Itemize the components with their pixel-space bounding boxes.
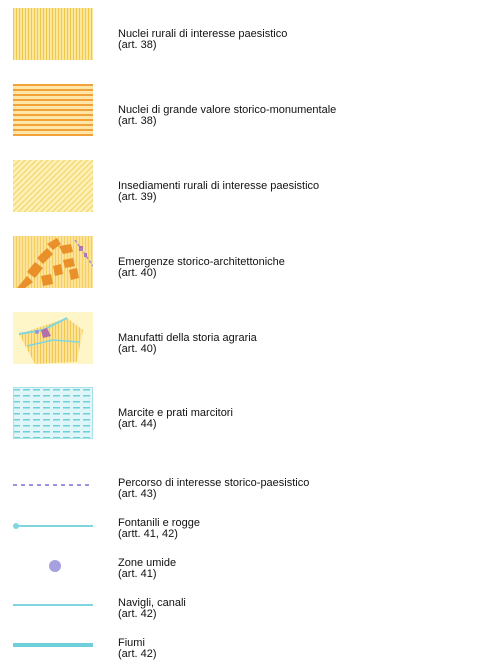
purple-dashed-line-symbol [13,480,93,490]
legend-ref: (artt. 41, 42) [118,528,178,540]
legend-title: Manufatti della storia agraria [118,332,257,344]
diagonal-hatch-swatch [13,160,93,212]
legend-ref: (art. 43) [118,488,157,500]
legend-ref: (art. 41) [118,568,157,580]
legend-title: Nuclei rurali di interesse paesistico [118,28,288,40]
legend-label [118,105,336,127]
agrarian-map-swatch [13,312,93,364]
legend-title: Nuclei di grande valore storico-monumentale [118,104,337,116]
legend-label [118,518,200,540]
thick-cyan-line-symbol [13,640,93,650]
thin-cyan-line-symbol [13,600,93,610]
cyan-dashed-grid-swatch [13,387,93,439]
legend-label [118,29,287,51]
legend-ref: (art. 38) [118,115,157,127]
legend-title: Fiumi [118,637,145,649]
legend-ref: (art. 42) [118,608,157,620]
legend-label [118,181,319,203]
legend-label [118,558,176,580]
legend-label [118,333,257,355]
legend-title: Insediamenti rurali di interesse paesistico [118,180,320,192]
legend-title: Zone umide [118,557,177,569]
legend-ref: (art. 40) [118,267,157,279]
legend-ref: (art. 44) [118,418,157,430]
legend-label [118,478,309,500]
legend-ref: (art. 39) [118,191,157,203]
purple-dot-symbol [13,556,93,576]
legend-title: Percorso di interesse storico-paesistico [118,477,310,489]
building-map-swatch [13,236,93,288]
legend-title: Navigli, canali [118,597,186,609]
legend-ref: (art. 38) [118,39,157,51]
legend-ref: (art. 40) [118,343,157,355]
legend-ref: (art. 42) [118,648,157,660]
legend-title: Marcite e prati marcitori [118,407,233,419]
legend-label [118,598,186,620]
legend-label [118,638,157,660]
fine-vertical-hatch-swatch [13,8,93,60]
cyan-line-with-dot-symbol [13,520,93,532]
orange-stripes-swatch [13,84,93,136]
legend-title: Fontanili e rogge [118,517,200,529]
legend-label [118,257,285,279]
legend-label [118,408,233,430]
legend-title: Emergenze storico-architettoniche [118,256,285,268]
